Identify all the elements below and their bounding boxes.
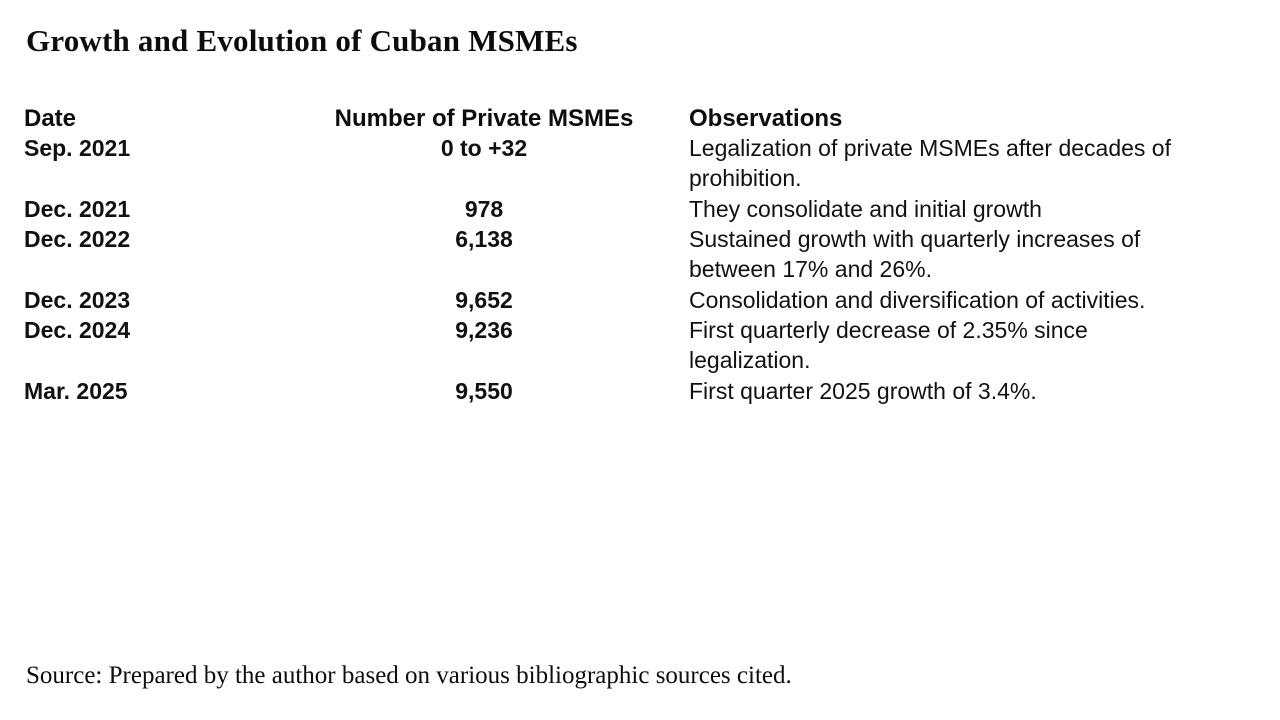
table-row bbox=[24, 194, 1214, 224]
table-header bbox=[24, 105, 1214, 133]
msme-table bbox=[24, 105, 1214, 406]
cell-observation: First quarterly decrease of 2.35% since legalization. bbox=[689, 316, 1088, 374]
table-row bbox=[24, 315, 1214, 376]
table-row bbox=[24, 133, 1214, 194]
column-header-observations: Observations bbox=[689, 105, 843, 133]
msme-table-container bbox=[24, 105, 1256, 406]
page-title: Growth and Evolution of Cuban MSMEs bbox=[26, 23, 578, 58]
cell-count: 978 bbox=[464, 195, 504, 222]
table-header-row bbox=[24, 105, 1214, 133]
cell-count: 9,550 bbox=[455, 377, 513, 404]
cell-observation: Sustained growth with quarterly increases of between 17% and 26%. bbox=[689, 225, 1141, 283]
cell-count: 9,652 bbox=[455, 286, 513, 313]
table-body bbox=[24, 133, 1214, 406]
cell-observation: Consolidation and diversification of activities. bbox=[689, 286, 1146, 313]
cell-observation: First quarter 2025 growth of 3.4%. bbox=[689, 377, 1037, 404]
cell-count: 0 to +32 bbox=[440, 134, 528, 161]
cell-count: 6,138 bbox=[455, 225, 513, 252]
cell-date: Dec. 2023 bbox=[24, 286, 131, 313]
cell-date: Mar. 2025 bbox=[24, 377, 128, 404]
cell-date: Sep. 2021 bbox=[24, 134, 131, 161]
column-header-date: Date bbox=[24, 105, 77, 133]
cell-date: Dec. 2022 bbox=[24, 225, 131, 252]
table-row bbox=[24, 224, 1214, 285]
cell-count: 9,236 bbox=[455, 316, 513, 343]
table-row bbox=[24, 285, 1214, 315]
table-row bbox=[24, 376, 1214, 406]
column-header-count: Number of Private MSMEs bbox=[334, 105, 634, 133]
cell-date: Dec. 2021 bbox=[24, 195, 131, 222]
cell-date: Dec. 2024 bbox=[24, 316, 131, 343]
cell-observation: Legalization of private MSMEs after decades of prohibition. bbox=[689, 134, 1171, 192]
source-note: Source: Prepared by the author based on various bibliographic sources cited. bbox=[26, 662, 792, 689]
cell-observation: They consolidate and initial growth bbox=[689, 195, 1042, 222]
